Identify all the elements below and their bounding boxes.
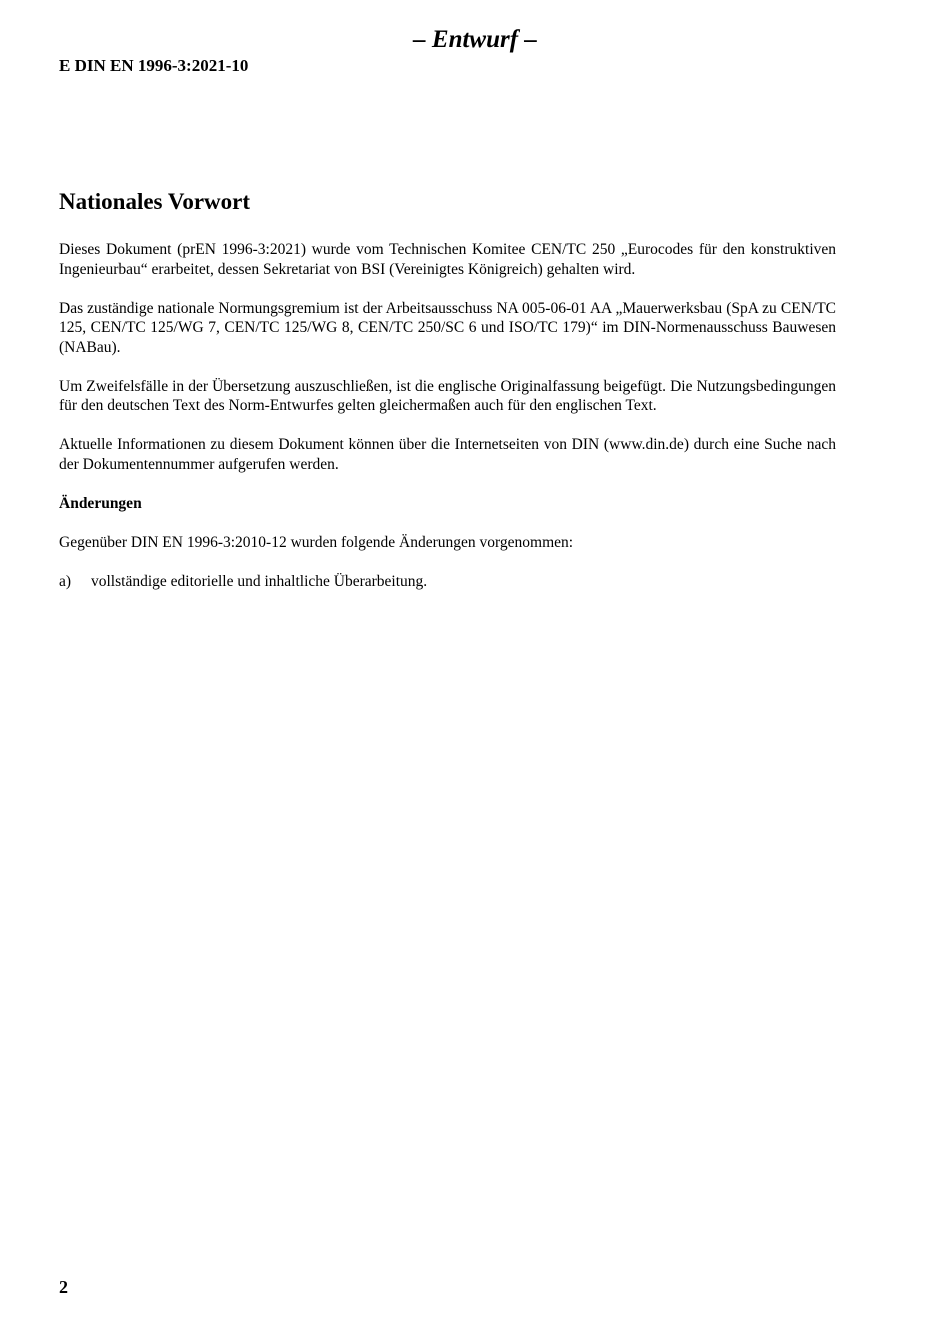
page-number: 2 (59, 1277, 68, 1297)
draft-watermark-heading: – Entwurf – (413, 26, 537, 53)
changes-heading: Änderungen (59, 494, 142, 512)
paragraph-translation: Um Zweifelsfälle in der Übersetzung auszuschließen, ist die englische Originalfassung beigefügt. Die Nutzungsbedingungen für den deutschen Text des Norm-Entwurfes gelten gleichermaßen auch für den englischen Text. (59, 377, 836, 414)
list-item-text: vollständige editorielle und inhaltliche Überarbeitung. (91, 572, 428, 590)
paragraph-information: Aktuelle Informationen zu diesem Dokument können über die Internetseiten von DIN (www.din.de) durch eine Suche nach der Dokumentennummer aufgerufen werden. (59, 436, 836, 473)
list-item-marker: a) (59, 572, 72, 590)
paragraph-national-committee: Das zuständige nationale Normungsgremium ist der Arbeitsausschuss NA 005-06-01 AA „Mauerwerksbau (SpA zu CEN/TC 125, CEN/TC 125/WG 7, CEN/TC 125/WG 8, CEN/TC 250/SC 6 und ISO/TC 179)“ im DIN-Normenausschuss Bauwesen (NABau). (59, 299, 836, 356)
document-id: E DIN EN 1996-3:2021-10 (59, 56, 249, 75)
section-title: Nationales Vorwort (59, 189, 251, 214)
paragraph-responsibility: Dieses Dokument (prEN 1996-3:2021) wurde vom Technischen Komitee CEN/TC 250 „Eurocodes für den konstruktiven Ingenieurbau“ erarbeitet, dessen Sekretariat von BSI (Vereinigtes Königreich) gehalten wird. (59, 241, 836, 278)
list-item (59, 572, 836, 592)
changes-intro: Gegenüber DIN EN 1996-3:2010-12 wurden folgende Änderungen vorgenommen: (59, 533, 574, 551)
main-content (59, 186, 836, 591)
